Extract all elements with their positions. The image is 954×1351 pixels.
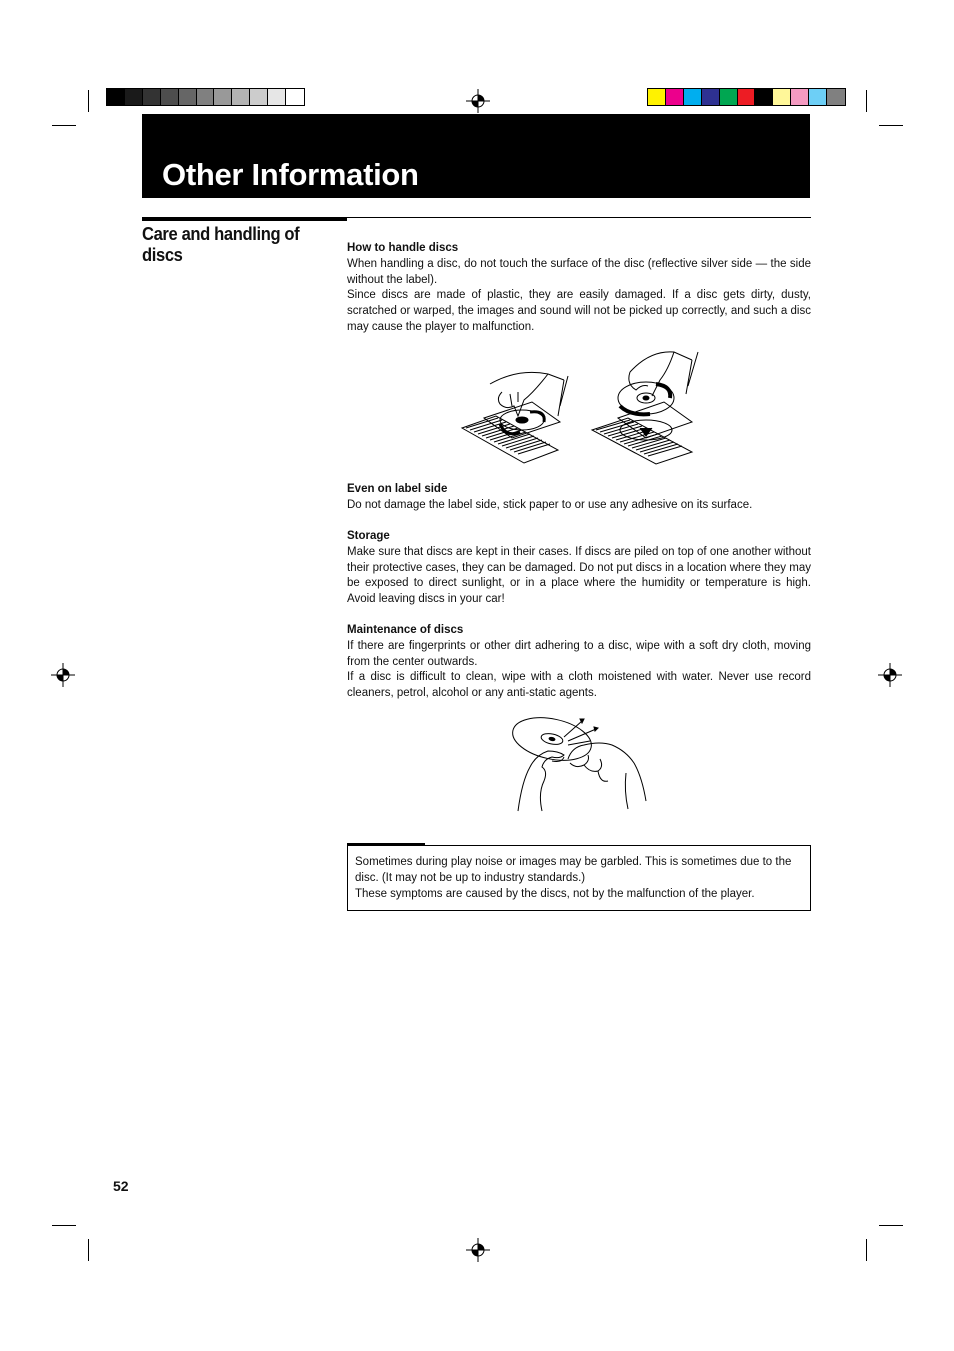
block-heading: How to handle discs — [347, 242, 459, 254]
gray-swatch — [268, 89, 286, 105]
gray-swatch — [232, 89, 250, 105]
gray-swatch — [161, 89, 179, 105]
color-swatch-bar — [647, 88, 846, 106]
block-label-side — [347, 482, 811, 514]
crop-mark-bottom-left-v — [88, 1239, 89, 1261]
block-paragraph: Make sure that discs are kept in their cases. If discs are piled on top of one another without their protective cases, they can be damaged. Do not put discs in a location where they may be exposed to direct sunlight, or in a place where the humidity or temperature is high. Avoid leaving discs in your car! — [347, 545, 811, 606]
crop-mark-bottom-left-h — [52, 1225, 76, 1226]
section-rule-thick — [142, 217, 347, 221]
note-line: These symptoms are caused by the discs, not by the malfunction of the player. — [355, 888, 755, 900]
gray-swatch — [107, 89, 125, 105]
block-paragraph: Do not damage the label side, stick paper to or use any adhesive on its surface. — [347, 498, 753, 511]
gray-swatch — [286, 89, 304, 105]
color-swatch — [720, 89, 738, 105]
crop-mark-top-left-h — [52, 125, 76, 126]
block-maintenance — [347, 623, 811, 702]
block-paragraph: If there are fingerprints or other dirt adhering to a disc, wipe with a soft dry cloth, moving from the center outwards. — [347, 639, 811, 668]
note-line: Sometimes during play noise or images may be garbled. This is sometimes due to the disc. (It may not be up to industry standards.) — [355, 856, 792, 884]
crop-mark-bottom-right-h — [879, 1225, 903, 1226]
block-heading: Storage — [347, 530, 390, 542]
block-paragraph: When handling a disc, do not touch the surface of the disc (reflective silver side — the side without the label). — [347, 257, 811, 286]
gray-swatch — [197, 89, 215, 105]
registration-mark-bottom-icon — [466, 1238, 490, 1262]
color-swatch — [827, 89, 845, 105]
section-title: Care and handling of discs — [142, 224, 300, 265]
section-rule-thin — [347, 217, 811, 218]
block-storage — [347, 529, 811, 608]
gray-swatch — [125, 89, 143, 105]
note-text — [355, 854, 804, 902]
gray-swatch — [143, 89, 161, 105]
gray-swatch — [250, 89, 268, 105]
color-swatch — [738, 89, 756, 105]
page-number: 52 — [113, 1178, 129, 1194]
crop-mark-top-right-v — [866, 90, 867, 112]
crop-mark-bottom-right-v — [866, 1239, 867, 1261]
block-heading: Even on label side — [347, 483, 448, 495]
color-swatch — [809, 89, 827, 105]
hands-placing-disc-on-tray-illustration — [460, 346, 705, 466]
color-swatch — [773, 89, 791, 105]
crop-mark-top-right-h — [879, 125, 903, 126]
block-heading: Maintenance of discs — [347, 624, 464, 636]
registration-mark-top-icon — [466, 89, 490, 113]
block-paragraph: If a disc is difficult to clean, wipe with a cloth moistened with water. Never use record cleaners, petrol, alcohol or any anti-static agents. — [347, 671, 811, 700]
registration-mark-right-icon — [878, 663, 902, 687]
color-swatch — [648, 89, 666, 105]
gray-swatch — [179, 89, 197, 105]
chapter-title: Other Information — [162, 157, 419, 192]
color-swatch — [755, 89, 773, 105]
crop-mark-top-left-v — [88, 90, 89, 112]
color-swatch — [702, 89, 720, 105]
chapter-banner — [142, 114, 810, 198]
color-swatch — [791, 89, 809, 105]
block-how-to-handle — [347, 241, 811, 336]
color-swatch — [684, 89, 702, 105]
color-swatch — [666, 89, 684, 105]
note-box — [347, 845, 811, 911]
gray-swatch — [214, 89, 232, 105]
grayscale-swatch-bar — [106, 88, 305, 106]
block-paragraph: Since discs are made of plastic, they are easily damaged. If a disc gets dirty, dusty, scratched or warped, the images and sound will not be picked up correctly, and such a disc may cause the player to malfunction. — [347, 289, 811, 333]
hands-wiping-disc-illustration — [508, 711, 653, 817]
registration-mark-left-icon — [51, 663, 75, 687]
